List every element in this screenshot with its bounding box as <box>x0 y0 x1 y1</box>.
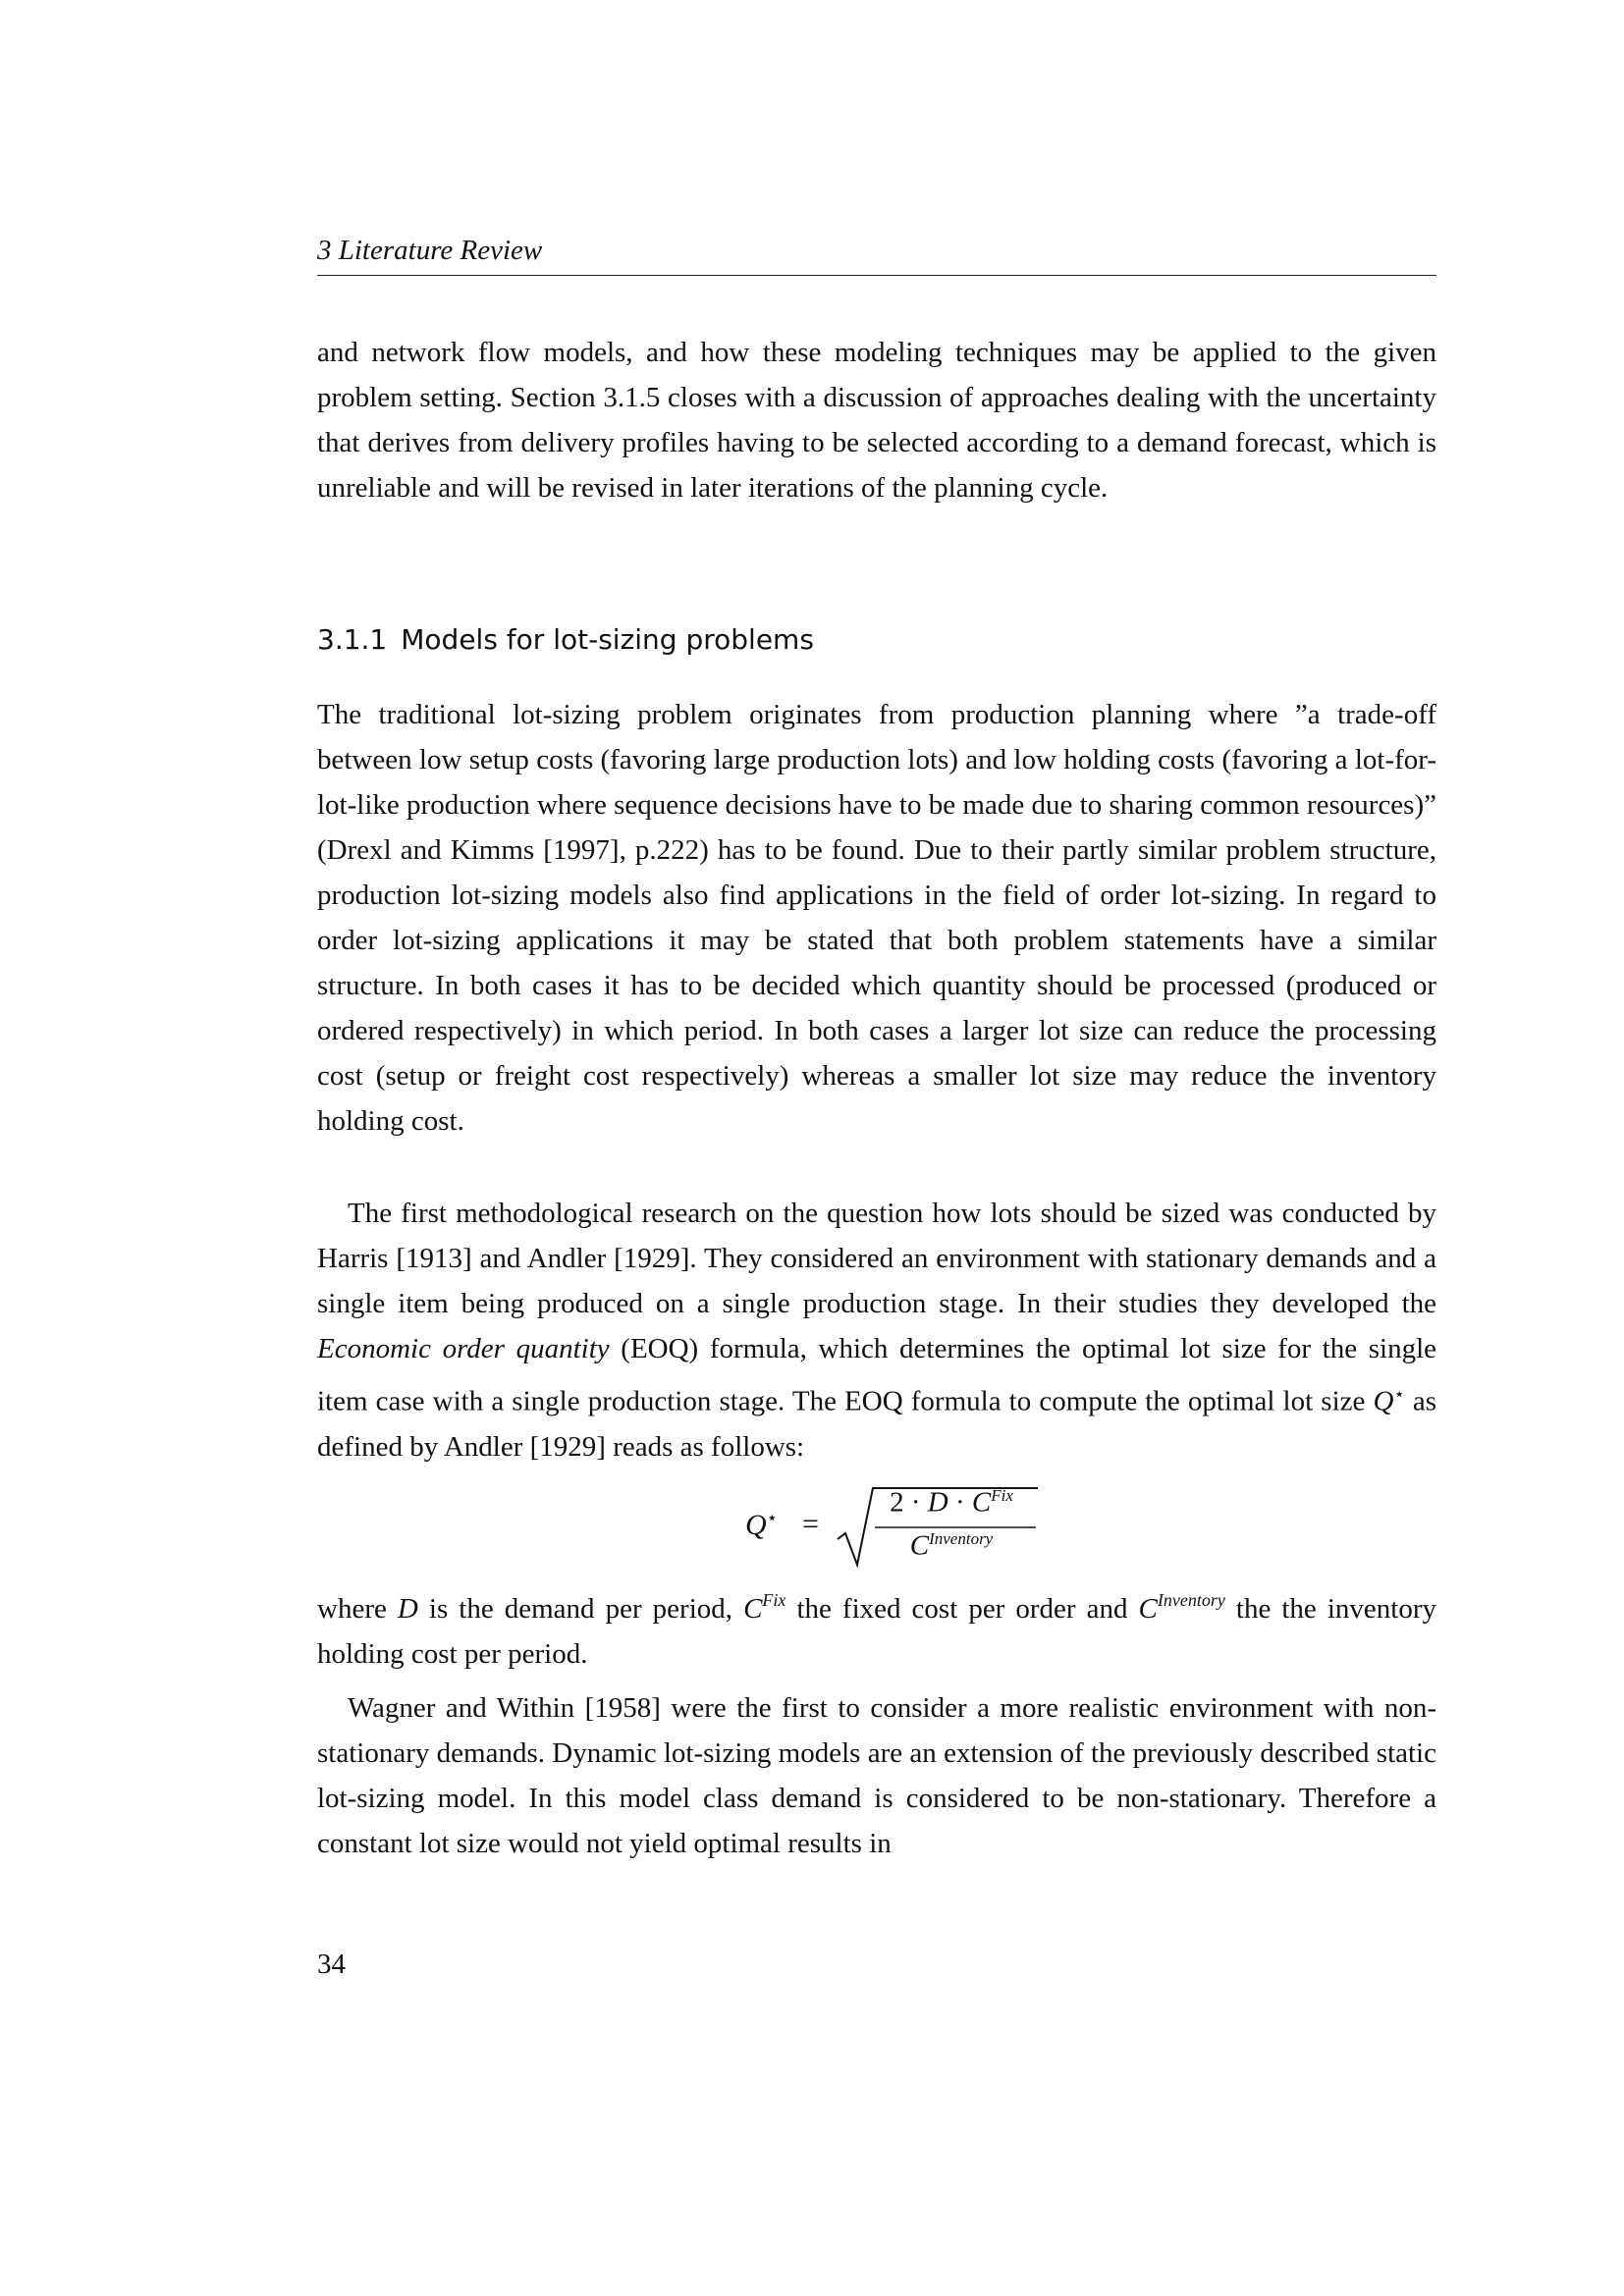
running-header: 3 Literature Review <box>317 235 543 266</box>
equation-equals: = <box>802 1508 819 1540</box>
inline-q: Q <box>1373 1385 1394 1417</box>
page-number: 34 <box>317 1949 346 1980</box>
section-number: 3.1.1 <box>317 623 388 656</box>
section-title: Models for lot-sizing problems <box>401 623 814 656</box>
equation-lhs: Q⋆ <box>745 1508 778 1541</box>
section-heading <box>317 620 1436 660</box>
where-paragraph: where D is the demand per period, $C^{Fix}$ the fixed cost per order and $C^{Inventory}$ the the inventory holding cost per period. <box>317 1590 1436 1670</box>
intro-paragraph: and network flow models, and how these modeling techniques may be applied to the given problem setting. Section 3.1.5 closes with a discussion of approaches dealing with the uncertainty that derives from delivery profiles having to be selected according to a demand forecast, which is unreliable and will be revised in later iterations of the planning cycle. <box>317 337 1436 504</box>
eoq-equation <box>317 1482 1436 1571</box>
paragraph-2-text: The first methodological research on the question how lots should be sized was conducted by Harris [1913] and Andler [1929]. They considered an environment with stationary demands and a single item being produced on a single production stage. In their studies they developed the Economic order quantity (EOQ) formula, which determines the optimal lot size for the single item case with a single production stage. The EOQ formula to compute the optimal lot size Q⋆ as defined by Andler [1929] reads as follows: <box>317 1198 1436 1463</box>
emphasis-eoq: Economic order quantity <box>317 1333 610 1364</box>
paragraph-3-text: Wagner and Within [1958] were the first to consider a more realistic environment with non-stationary demands. Dynamic lot-sizing models are an extension of the previously described static lot-sizing model. In this model class demand is considered to be non-stationary. Therefore a constant lot size would not yield optimal results in <box>317 1692 1436 1859</box>
paragraph-3 <box>317 1685 1436 1866</box>
paragraph-1: The traditional lot-sizing problem originates from production planning where ”a trade-off between low setup costs (favoring large production lots) and low holding costs (favoring a lot-for-lot-like production where sequence decisions have to be made due to sharing common resources)” (Drexl and Kimms [1997], p.222) has to be found. Due to their partly similar problem structure, production lot-sizing models also find applications in the field of order lot-sizing. In regard to order lot-sizing applications it may be stated that both problem statements have a similar structure. In both cases it has to be decided which quantity should be processed (produced or ordered respectively) in which period. In both cases a larger lot size can reduce the processing cost (setup or freight cost respectively) whereas a smaller lot size may reduce the inventory holding cost. <box>317 699 1436 1137</box>
paragraph-2 <box>317 1191 1436 1469</box>
equation-numerator: $2 \cdot D \cdot C^{Fix}$ <box>890 1486 1013 1519</box>
equation-denominator: $C^{Inventory}$ <box>909 1529 994 1562</box>
header-rule <box>317 275 1436 276</box>
